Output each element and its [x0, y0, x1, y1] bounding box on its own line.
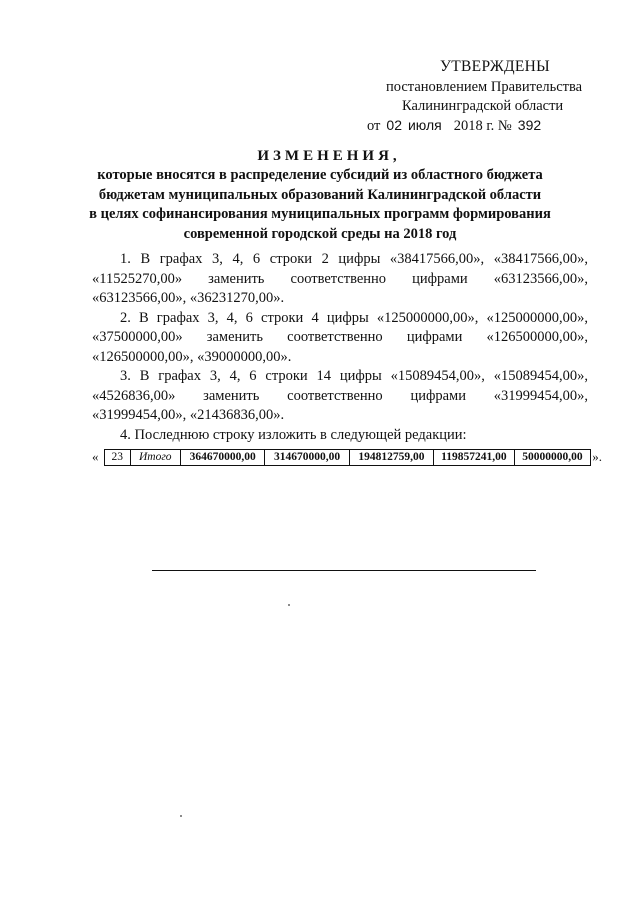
- approval-date-day: 02: [386, 117, 402, 133]
- table-cell-value: 314670000,00: [265, 449, 349, 465]
- table-row: [104, 449, 590, 465]
- table-cell-row-number: 23: [104, 449, 130, 465]
- approval-authority: постановлением Правительства: [386, 79, 583, 95]
- table-cell-label: Итого: [130, 449, 180, 465]
- closing-rule: [152, 570, 536, 571]
- paragraph-1: [92, 250, 588, 309]
- totals-table: [104, 449, 591, 466]
- close-quote: ».: [592, 449, 602, 464]
- paragraph-line: «37500000,00» заменить соответственно цифрами «126500000,00»,: [92, 329, 588, 345]
- scan-speck: [288, 604, 290, 606]
- document-heading: [0, 146, 640, 244]
- approval-date-year: 2018 г. №: [453, 118, 512, 134]
- heading-line: современной городской среды на 2018 год: [183, 225, 457, 242]
- open-quote: «: [92, 449, 99, 464]
- paragraph-2: [92, 309, 588, 368]
- approval-region: Калининградской области: [402, 98, 564, 114]
- approval-date-month: июля: [407, 117, 442, 133]
- paragraph-line: 2. В графах 3, 4, 6 строки 4 цифры «125000000,00», «125000000,00»,: [120, 309, 588, 326]
- replacement-row: [92, 447, 602, 467]
- heading-line: в целях софинансирования муниципальных программ формирования: [89, 206, 551, 222]
- scan-speck: [180, 815, 182, 817]
- heading-title: ИЗМЕНЕНИЯ,: [257, 148, 401, 164]
- table-cell-value: 119857241,00: [434, 449, 515, 465]
- paragraph-line: «4526836,00» заменить соответственно цифрами «31999454,00»,: [92, 387, 588, 404]
- paragraph-3: [92, 367, 588, 426]
- approval-date-prefix: от: [367, 118, 381, 134]
- paragraph-line: «11525270,00» заменить соответственно цифрами «63123566,00»,: [92, 270, 588, 287]
- heading-line: бюджетам муниципальных образований Калининградской области: [98, 186, 542, 203]
- approval-date-number: [367, 117, 541, 135]
- table-cell-value: 50000000,00: [514, 449, 591, 465]
- paragraph-line: «31999454,00», «21436836,00».: [92, 407, 285, 423]
- approval-title: УТВЕРЖДЕНЫ: [440, 58, 550, 75]
- paragraph-line: «63123566,00», «36231270,00».: [92, 290, 285, 306]
- paragraph-line: 3. В графах 3, 4, 6 строки 14 цифры «15089454,00», «15089454,00»,: [120, 368, 588, 384]
- paragraph-line: 1. В графах 3, 4, 6 строки 2 цифры «38417566,00», «38417566,00»,: [120, 251, 588, 267]
- paragraph-line: 4. Последнюю строку изложить в следующей редакции:: [120, 426, 467, 443]
- table-cell-value: 194812759,00: [349, 449, 433, 465]
- document-body: [92, 250, 588, 445]
- heading-line: которые вносятся в распределение субсидий из областного бюджета: [97, 167, 543, 183]
- table-cell-value: 364670000,00: [180, 449, 264, 465]
- approval-number: 392: [517, 117, 542, 133]
- paragraph-line: «126500000,00», «39000000,00».: [92, 348, 292, 365]
- paragraph-4: [92, 426, 588, 446]
